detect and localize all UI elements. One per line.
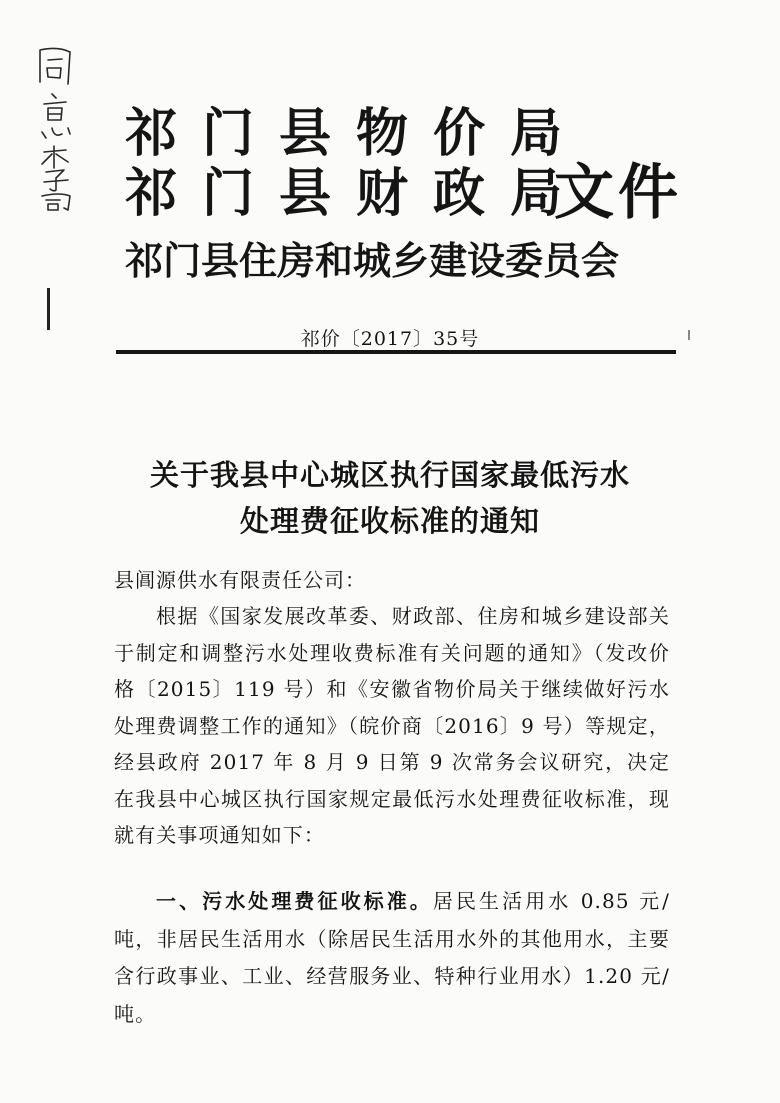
- notice-title: [0, 452, 780, 544]
- scan-mark: [688, 330, 690, 340]
- body-paragraph: 根据《国家发展改革委、财政部、住房和城乡建设部关于制定和调整污水处理收费标准有关问题的通知》（发改价格〔2015〕119 号）和《安徽省物价局关于继续做好污水处理费调整工作的通知》（皖价商〔2016〕9 号）等规定，经县政府 2017 年 8 月 9 日第 9 次常务会议研究，决定在我县中心城区执行国家规定最低污水处理费征收标准，现就有关事项通知如下：: [114, 604, 670, 847]
- issuer-housing-committee: 祁门县住房和城乡建设委员会: [125, 238, 620, 283]
- issuer-finance-bureau: 祁门县财政局: [125, 163, 588, 224]
- document-number: 祁价〔2017〕35号: [300, 328, 480, 350]
- title-line-1: 关于我县中心城区执行国家最低污水: [149, 458, 630, 492]
- handwriting-drawing: [30, 42, 80, 212]
- issuing-authorities: [125, 104, 619, 284]
- handwritten-annotation: [30, 42, 80, 212]
- title-line-2: 处理费征收标准的通知: [239, 504, 540, 538]
- document-type-label: 文件: [554, 158, 682, 228]
- salutation: 县阊源供水有限责任公司：: [114, 568, 366, 592]
- issuer-price-bureau: 祁门县物价局: [125, 103, 588, 164]
- header-divider: [116, 350, 676, 354]
- section-1-paragraph: [114, 883, 670, 1033]
- section-1-heading: 一、污水处理费征收标准。: [156, 889, 433, 913]
- section-1-text: 居民生活用水 0.85 元/吨，非居民生活用水（除居民生活用水外的其他用水，主要含行政事业、工业、经营服务业、特种行业用水）1.20 元/吨。: [114, 889, 671, 1026]
